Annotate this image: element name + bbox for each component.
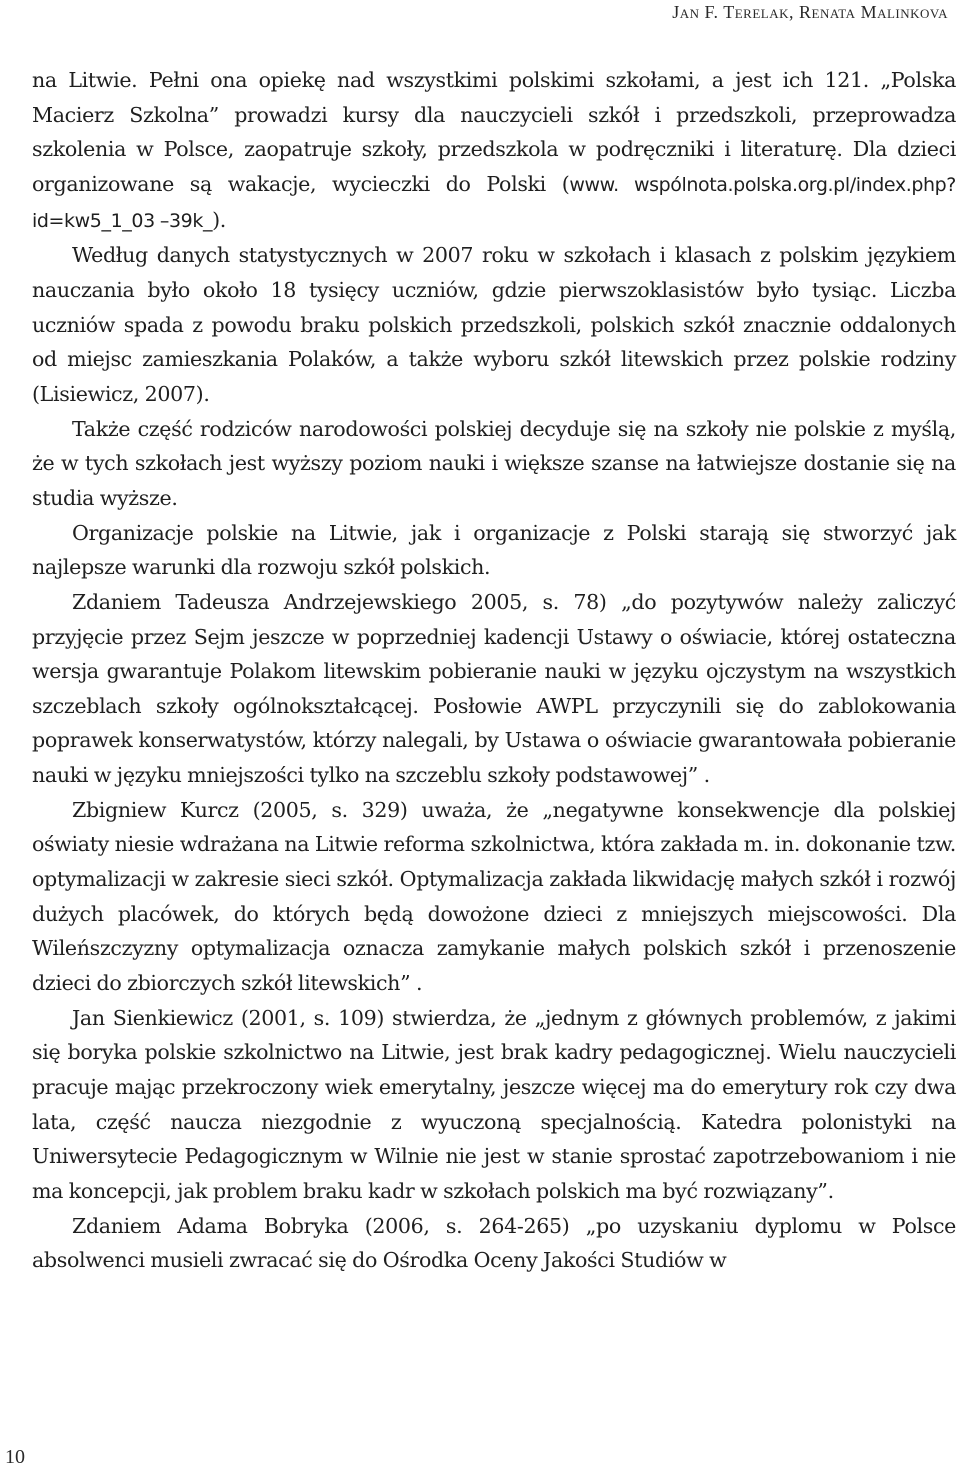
paragraph-text: Zdaniem Adama Bobryka (2006, s. 264-265) „po uzyskaniu dyplomu w Polsce absolwenci musieli zwracać się do Ośrodka Oceny Jakości Studiów w [32,1213,956,1273]
paragraph-text: Także część rodziców narodowości polskiej decyduje się na szkoły nie polskie z myślą, że w tych szkołach jest wyższy poziom nauki i większe szanse na łatwiejsze dostanie się na studia wyższe. [32,416,956,510]
paragraph-4 [32,516,956,585]
paragraph-text: Według danych statystycznych w 2007 roku w szkołach i klasach z polskim językiem nauczania było około 18 tysięcy uczniów, gdzie pierwszoklasistów było tysiąc. Liczba uczniów spada z powodu braku polskich przedszkoli, polskich szkół znacznie oddalonych od miejsc zamieszkania Polaków, a także wyboru szkół litewskich przez polskie rodziny (Lisiewicz, 2007). [32,243,956,406]
paragraph-text: Jan Sienkiewicz (2001, s. 109) stwierdza, że „jednym z głównych problemów, z jakimi się boryka polskie szkolnictwo na Litwie, jest brak kadry pedagogicznej. Wielu nauczycieli pracuje mając przekroczony wiek emerytalny, jeszcze więcej ma do emerytury rok czy dwa lata, część naucza niezgodnie z wyuczoną specjalnością. Katedra polonistyki na Uniwersytecie Pedagogicznym w Wilnie nie jest w stanie sprostać zapotrzebowaniom i nie ma koncepcji, jak problem braku kadr w szkołach polskich ma być rozwiązany”. [32,1005,956,1203]
page-number: 10 [5,1446,25,1468]
paragraph-text: Zbigniew Kurcz (2005, s. 329) uważa, że „negatywne konsekwencje dla polskiej oświaty niesie wdrażana na Litwie reforma szkolnictwa, która zakłada m. in. dokonanie tzw. optymalizacji w zakresie sieci szkół. Optymalizacja zakłada likwidację małych szkół i rozwój dużych placówek, do których będą dowożone dzieci z mniejszych miejscowości. Dla Wileńszczyzny optymalizacja oznacza zamykanie małych polskich szkół i przenoszenie dzieci do zbiorczych szkół litewskich” . [32,797,956,996]
paragraph-7 [32,1001,956,1209]
body-text [32,63,956,1278]
paragraph-5 [32,585,956,793]
paragraph-text: Zdaniem Tadeusza Andrzejewskiego 2005, s. 78) „do pozytywów należy zaliczyć przyjęcie przez Sejm jeszcze w poprzedniej kadencji Ustawy o oświacie, której ostateczna wersja gwarantuje Polakom litewskim pobieranie nauki w języku ojczystym na wszystkich szczeblach szkoły ogólnokształcącej. Posłowie AWPL przyczynili się do zablokowania poprawek konserwatystów, którzy nalegali, by Ustawa o oświacie gwarantowała pobieranie nauki w języku mniejszości tylko na szczeblu szkoły podstawowej” . [32,589,956,788]
paragraph-text: na Litwie. Pełni ona opiekę nad wszystkimi polskimi szkołami, a jest ich 121. „Polska Macierz Szkolna” prowadzi kursy dla nauczycieli szkół i przedszkoli, przeprowadza szkolenia w Polsce, zaopatruje szkoły, przedszkola w podręczniki i literaturę. Dla dzieci organizowane są wakacje, wycieczki do Polski ( [32,68,956,196]
running-head-authors: Jan F. Terelak, Renata Malinkova [672,2,948,22]
paragraph-8 [32,1209,956,1278]
paragraph-6 [32,793,956,1001]
url-text: www. wspólnota.polska.org.pl/index.php?id=kw5_1_03 –39k_ [32,173,956,232]
paragraph-3 [32,412,956,516]
running-head [0,2,960,23]
paragraph-text: Organizacje polskie na Litwie, jak i organizacje z Polski starają się stworzyć jak najlepsze warunki dla rozwoju szkół polskich. [32,520,956,580]
paragraph-1 [32,63,956,238]
paragraph-text: ). [212,207,226,232]
paragraph-2 [32,238,956,411]
